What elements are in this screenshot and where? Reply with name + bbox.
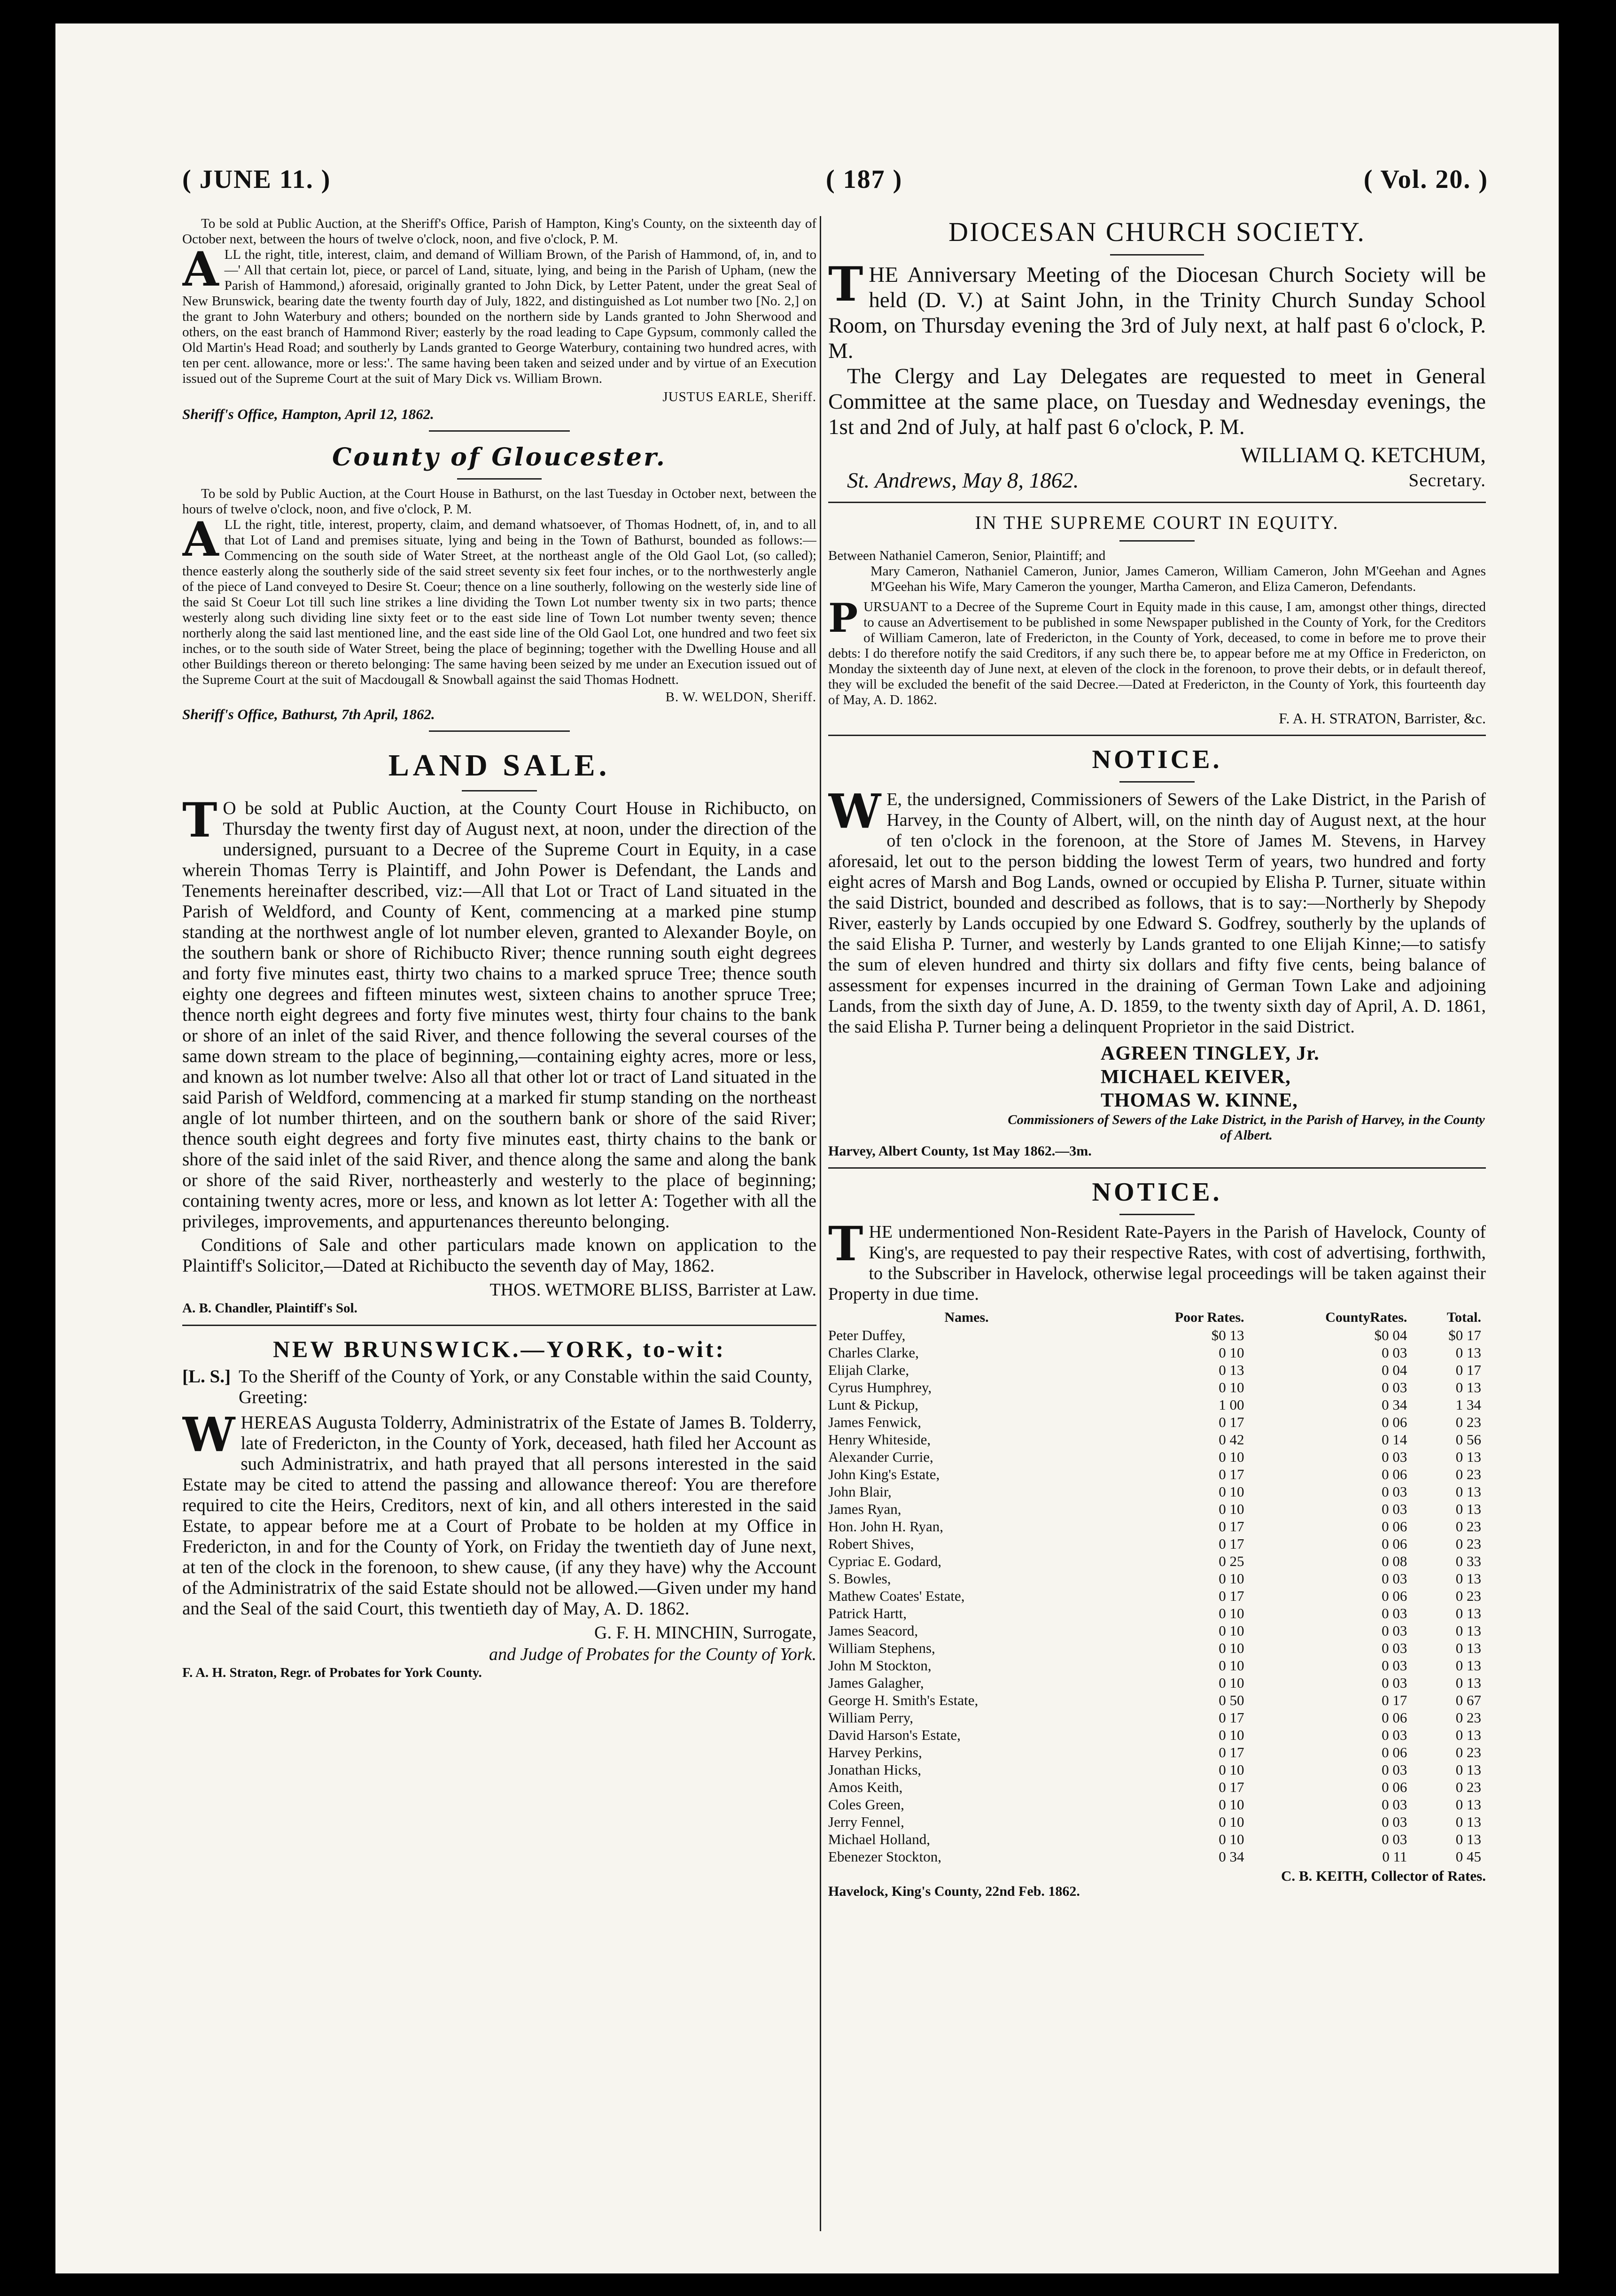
total-rate: 0 13	[1455, 1761, 1481, 1778]
drop-cap: T	[828, 256, 863, 312]
rates-notice-title: NOTICE.	[1092, 1178, 1222, 1207]
rate-payer-name: Elijah Clarke,	[828, 1362, 909, 1378]
rate-payer-name: Ebenezer Stockton,	[828, 1848, 942, 1865]
poor-rate: 0 25	[1219, 1553, 1244, 1569]
total-rate: 0 13	[1455, 1831, 1481, 1847]
equity-notice	[828, 512, 1486, 726]
total-rate: $0 17	[1448, 1327, 1481, 1343]
york-greeting	[182, 1366, 816, 1408]
table-row	[828, 1761, 1486, 1778]
table-row	[828, 1622, 1486, 1639]
poor-rate: 0 17	[1219, 1744, 1244, 1761]
diocesan-role: Secretary.	[1408, 470, 1486, 490]
county-rate: 0 14	[1382, 1431, 1407, 1448]
york-to: To the Sheriff of the County of York, or any Constable within the said County, Greeting:	[239, 1366, 813, 1407]
table-row	[828, 1344, 1486, 1361]
rate-payer-name: Hon. John H. Ryan,	[828, 1518, 944, 1535]
county-rate: 0 06	[1382, 1466, 1407, 1482]
hampton-sale-notice	[182, 216, 816, 424]
poor-rate: 0 10	[1219, 1344, 1244, 1361]
diocesan-place: St. Andrews, May 8, 1862.	[847, 468, 1079, 493]
poor-rate: 0 17	[1219, 1709, 1244, 1726]
hampton-intro: To be sold at Public Auction, at the Sheriff's Office, Parish of Hampton, King's County, on the sixteenth day of October next, between the hours of twelve o'clock, noon, and five o'clock, P. M.	[182, 216, 816, 247]
table-row	[828, 1535, 1486, 1552]
gloucester-office: Sheriff's Office, Bathurst, 7th April, 1862.	[182, 706, 435, 722]
divider	[828, 1167, 1486, 1169]
table-row	[828, 1744, 1486, 1761]
drop-cap: T	[828, 1216, 863, 1272]
rate-payer-name: Charles Clarke,	[828, 1344, 919, 1361]
total-rate: 0 13	[1455, 1727, 1481, 1743]
land-sale-conditions: Conditions of Sale and other particulars made known on application to the Plaintiff's Solicitor,—Dated at Richibucto the seventh day of May, 1862.	[182, 1235, 816, 1276]
drop-cap: A	[182, 241, 219, 297]
total-rate: 0 13	[1455, 1657, 1481, 1674]
table-row	[828, 1413, 1486, 1431]
total-rate: 0 23	[1455, 1518, 1481, 1535]
total-rate: 0 13	[1455, 1605, 1481, 1621]
poor-rate: 0 10	[1219, 1379, 1244, 1396]
divider	[462, 790, 537, 791]
sewers-notice	[828, 745, 1486, 1159]
land-sale-body: O be sold at Public Auction, at the County Court House in Richibucto, on Thursday the twenty first day of August next, at noon, under the direction of the undersigned, pursuant to a Decree of the Supreme Court in Equity, in a case wherein Thomas Terry is Plaintiff, and John Power is Defendant, the Lands and Tenements hereinafter described, viz:—All that Lot or Tract of Land situated in the Parish of Weldford, and County of Kent, commencing at a marked pine stump standing at the northwest angle of lot number eleven, granted to Alexander Boyle, on the southern bank or shore of Richibucto River; thence running south eight degrees and forty five minutes east, thirty two chains to a marked spruce Tree; thence south eighty one degrees and fifteen minutes west, sixteen chains to another spruce Tree; thence north eight degrees and forty five minutes west, thirty four chains to the bank or shore of an inlet of the said River, and thence following the several courses of the same down stream to the place of beginning,—containing eighty acres, more or less, and known as lot number twelve: Also all that other lot or tract of Land situated in the said Parish of Weldford, commencing at a marked fir stump standing on the northeast angle of lot number thirteen, and on the southern bank or shore of the said River; thence south eight degrees and forty five minutes east, thirty chains to the bank or shore of the said inlet of the said River, and thence along the same and along the bank or shore of the said River, northeasterly and westerly to the place of beginning; containing twenty acres, more or less, and known as lot letter A: Together with all the privileges, improvements, and appurtenances thereunto belonging.	[182, 798, 816, 1232]
rates-notice-body: HE undermentioned Non-Resident Rate-Payers in the Parish of Havelock, County of King's, are requested to pay their respective Rates, with cost of advertising, forthwith, to the Subscriber in Havelock, otherwise legal proceedings will be taken against their Property in due time.	[828, 1222, 1486, 1304]
column-rule	[820, 216, 821, 2231]
poor-rate: 0 17	[1219, 1414, 1244, 1430]
rate-payer-name: Amos Keith,	[828, 1779, 903, 1795]
york-probate-notice	[182, 1335, 816, 1681]
poor-rate: 0 10	[1219, 1657, 1244, 1674]
table-row	[828, 1778, 1486, 1796]
rate-payer-name: Mathew Coates' Estate,	[828, 1588, 965, 1604]
header-page-number: ( 187 )	[826, 165, 903, 194]
county-rate: 0 06	[1382, 1709, 1407, 1726]
hampton-signer: JUSTUS EARLE, Sheriff.	[662, 389, 816, 404]
col-county-rates: CountyRates.	[1325, 1310, 1407, 1325]
total-rate: 0 13	[1455, 1640, 1481, 1656]
poor-rate: 0 17	[1219, 1466, 1244, 1482]
divider	[429, 430, 570, 432]
total-rate: 0 23	[1455, 1744, 1481, 1761]
table-row	[828, 1726, 1486, 1744]
total-rate: 0 45	[1455, 1848, 1481, 1865]
commissioner-names	[828, 1042, 1486, 1112]
divider	[429, 730, 570, 732]
total-rate: 0 23	[1455, 1466, 1481, 1482]
equity-title: IN THE SUPREME COURT IN EQUITY.	[975, 512, 1339, 533]
table-row	[828, 1552, 1486, 1570]
total-rate: 0 13	[1455, 1622, 1481, 1639]
poor-rate: 0 10	[1219, 1831, 1244, 1847]
county-rate: 0 03	[1382, 1344, 1407, 1361]
county-rate: 0 03	[1382, 1605, 1407, 1621]
county-rate: 0 03	[1382, 1831, 1407, 1847]
total-rate: 0 13	[1455, 1379, 1481, 1396]
land-sale-signer: THOS. WETMORE BLISS, Barrister at Law.	[489, 1280, 816, 1300]
total-rate: 0 13	[1455, 1796, 1481, 1813]
total-rate: 0 23	[1455, 1588, 1481, 1604]
county-rate: 0 06	[1382, 1779, 1407, 1795]
poor-rate: 0 10	[1219, 1483, 1244, 1500]
table-row	[828, 1500, 1486, 1518]
diocesan-notice	[828, 216, 1486, 493]
york-signer-title: and Judge of Probates for the County of York.	[489, 1644, 816, 1664]
rates-table-body	[828, 1326, 1486, 1865]
total-rate: 0 33	[1455, 1553, 1481, 1569]
table-row	[828, 1709, 1486, 1726]
rate-payer-name: S. Bowles,	[828, 1570, 891, 1587]
divider	[1119, 781, 1195, 783]
sewers-notice-date: Harvey, Albert County, 1st May 1862.—3m.	[828, 1143, 1092, 1159]
rate-payer-name: James Seacord,	[828, 1622, 918, 1639]
drop-cap: P	[828, 595, 858, 641]
equity-parties: Mary Cameron, Nathaniel Cameron, Junior, James Cameron, William Cameron, John M'Geehan and Agnes M'Geehan his Wife, Mary Cameron the younger, Martha Cameron, and Eliza Cameron, Defendants.	[870, 564, 1486, 594]
county-rate: 0 06	[1382, 1588, 1407, 1604]
york-title: NEW BRUNSWICK.—YORK, to-wit:	[272, 1336, 726, 1362]
county-rate: 0 03	[1382, 1814, 1407, 1830]
poor-rate: 0 17	[1219, 1518, 1244, 1535]
county-rate: 0 03	[1382, 1761, 1407, 1778]
york-signer: G. F. H. MINCHIN, Surrogate,	[594, 1623, 816, 1643]
total-rate: 0 13	[1455, 1449, 1481, 1465]
diocesan-title: DIOCESAN CHURCH SOCIETY.	[948, 217, 1366, 247]
county-rate: 0 17	[1382, 1692, 1407, 1708]
land-sale-solicitor: A. B. Chandler, Plaintiff's Sol.	[182, 1301, 357, 1316]
total-rate: 0 56	[1455, 1431, 1481, 1448]
poor-rate: 0 10	[1219, 1727, 1244, 1743]
sewers-notice-title: NOTICE.	[1092, 745, 1222, 774]
total-rate: 0 13	[1455, 1344, 1481, 1361]
divider	[1119, 540, 1195, 542]
rate-payer-name: George H. Smith's Estate,	[828, 1692, 979, 1708]
rate-payer-name: John King's Estate,	[828, 1466, 940, 1482]
table-row	[828, 1674, 1486, 1691]
poor-rate: 0 13	[1219, 1362, 1244, 1378]
diocesan-p1: HE Anniversary Meeting of the Diocesan Church Society will be held (D. V.) at Saint John, in the Trinity Church Sunday School Room, on Thursday evening the 3rd of July next, at half past 6 o'clock, P. M.	[828, 263, 1486, 363]
table-row	[828, 1570, 1486, 1587]
table-row	[828, 1587, 1486, 1605]
rates-notice	[828, 1177, 1486, 1899]
rate-payer-name: Alexander Currie,	[828, 1449, 933, 1465]
rate-payer-name: John Blair,	[828, 1483, 892, 1500]
york-registrar: F. A. H. Straton, Regr. of Probates for York County.	[182, 1665, 482, 1680]
poor-rate: 0 10	[1219, 1605, 1244, 1621]
county-rate: 0 06	[1382, 1414, 1407, 1430]
county-rate: 0 03	[1382, 1379, 1407, 1396]
divider	[828, 735, 1486, 736]
diocesan-footer	[828, 468, 1486, 493]
divider	[457, 478, 542, 480]
table-row	[828, 1691, 1486, 1709]
seal-mark: [L. S.]	[182, 1366, 231, 1387]
rate-payer-name: James Galagher,	[828, 1675, 924, 1691]
table-row	[828, 1639, 1486, 1657]
county-rate: 0 03	[1382, 1640, 1407, 1656]
county-rate: 0 03	[1382, 1570, 1407, 1587]
drop-cap: A	[182, 512, 219, 567]
poor-rate: 0 10	[1219, 1814, 1244, 1830]
rates-table-header	[828, 1308, 1486, 1326]
gloucester-body: LL the right, title, interest, property, claim, and demand whatsoever, of Thomas Hodnett, of, in, and to all that Lot of Land and premises situate, lying and being in the Town of Bathurst, bounded as follows:—Commencing on the south side of Water Street, at the northeast angle of the Old Gaol Lot, (so called); thence easterly along the southerly side of the said street seventy six feet four inches, or to the northwesterly angle of the piece of Land conveyed to Desire St. Coeur; thence on a line southerly, following on the westerly side line of the said St Coeur Lot till such line strikes a line dividing the Town Lot number twenty six in two parts; thence westerly along such dividing line sixty feet or to the east side line of Town Lot number twenty seven; thence northerly along the said last mentioned line, and the east side line of the Old Gaol Lot, one hundred and two feet six inches, or to the south side of Water Street, being the place of beginning; together with the Dwelling House and all other Buildings thereon or thereto belonging: The same having been seized by me under an Execution issued out of the Supreme Court at the suit of Macdougall & Snowball against the said Thomas Hodnett.	[182, 517, 816, 687]
table-row	[828, 1483, 1486, 1500]
col-poor-rates: Poor Rates.	[1174, 1310, 1244, 1325]
county-rate: 0 03	[1382, 1449, 1407, 1465]
table-row	[828, 1605, 1486, 1622]
commissioner-name: THOMAS W. KINNE,	[1101, 1090, 1298, 1111]
poor-rate: 0 10	[1219, 1796, 1244, 1813]
poor-rate: 0 17	[1219, 1588, 1244, 1604]
hampton-office: Sheriff's Office, Hampton, April 12, 1862.	[182, 406, 434, 422]
newspaper-page	[55, 23, 1559, 2273]
table-row	[828, 1326, 1486, 1344]
county-rate: 0 03	[1382, 1501, 1407, 1517]
equity-signer: F. A. H. STRATON, Barrister, &c.	[1279, 710, 1486, 727]
total-rate: 1 34	[1455, 1396, 1481, 1413]
total-rate: 0 23	[1455, 1414, 1481, 1430]
diocesan-p2: The Clergy and Lay Delegates are requested to meet in General Committee at the same place, on Tuesday and Wednesday evenings, the 1st and 2nd of July, at half past 6 o'clock, P. M.	[828, 364, 1486, 439]
table-row	[828, 1657, 1486, 1674]
rates-notice-date: Havelock, King's County, 22nd Feb. 1862.	[828, 1884, 1080, 1899]
equity-body: URSUANT to a Decree of the Supreme Court in Equity made in this cause, I am, amongst other things, directed to cause an Advertisement to be published in some Newspaper published in the County of York, for the Creditors of William Cameron, late of Fredericton, in the County of York, deceased, to come in before me to prove their debts: I do therefore notify the said Creditors, if any such there be, to appear before me at my Office in Fredericton, on Monday the sixteenth day of June next, at eleven of the clock in the forenoon, to prove their debts, or in default thereof, they will be excluded the benefit of the said Decree.—Dated at Fredericton, in the County of York, this fourteenth day of May, A. D. 1862.	[828, 599, 1486, 707]
rate-payer-name: James Fenwick,	[828, 1414, 922, 1430]
diocesan-signer: WILLIAM Q. KETCHUM,	[1240, 443, 1486, 467]
divider	[182, 1325, 816, 1326]
gloucester-title: County of Gloucester.	[332, 443, 667, 472]
drop-cap: T	[182, 792, 218, 848]
rates-table	[828, 1308, 1486, 1865]
land-sale-title: LAND SALE.	[388, 748, 611, 783]
total-rate: 0 17	[1455, 1362, 1481, 1378]
rate-payer-name: Cypriac E. Godard,	[828, 1553, 942, 1569]
rate-payer-name: John M Stockton,	[828, 1657, 932, 1674]
county-rate: 0 08	[1382, 1553, 1407, 1569]
total-rate: 0 13	[1455, 1501, 1481, 1517]
rate-payer-name: Lunt & Pickup,	[828, 1396, 919, 1413]
table-row	[828, 1448, 1486, 1466]
table-row	[828, 1379, 1486, 1396]
header-date: ( JUNE 11. )	[182, 165, 331, 194]
county-rate: 0 34	[1382, 1396, 1407, 1413]
poor-rate: 0 17	[1219, 1536, 1244, 1552]
gloucester-signer: B. W. WELDON, Sheriff.	[665, 690, 816, 705]
county-rate: 0 03	[1382, 1483, 1407, 1500]
rate-payer-name: William Stephens,	[828, 1640, 935, 1656]
county-rate: 0 03	[1382, 1657, 1407, 1674]
rate-payer-name: William Perry,	[828, 1709, 913, 1726]
county-rate: 0 03	[1382, 1675, 1407, 1691]
commissioner-name: MICHAEL KEIVER,	[1101, 1066, 1291, 1088]
gloucester-sale-notice	[182, 443, 816, 724]
county-rate: 0 11	[1382, 1848, 1407, 1865]
table-row	[828, 1796, 1486, 1813]
hampton-body: LL the right, title, interest, claim, and demand of William Brown, of the Parish of Hammond, of, in, and to—' All that certain lot, piece, or parcel of Land, situate, lying, and being in the Parish of Upham, (new the Parish of Hammond,) aforesaid, originally granted to John Dick, by Letter Patent, under the great Seal of New Brunswick, bearing date the twenty fourth day of July, 1822, and distinguished as Lot number two [No. 2,] on the grant to John Waterbury and others; bounded on the northern side by Lands granted to John Sherwood and others, on the east branch of Hammond River; easterly by the road leading to Cape Gypsum, commonly called the Old Martin's Head Road; and southerly by Lands granted to George Waterbury, containing two hundred acres, with ten per cent. allowance, more or less:'. The same having been taken and seized under and by virtue of an Execution issued out of the Supreme Court at the suit of Mary Dick vs. William Brown.	[182, 247, 816, 386]
poor-rate: 0 10	[1219, 1640, 1244, 1656]
total-rate: 0 67	[1455, 1692, 1481, 1708]
equity-between: Between Nathaniel Cameron, Senior, Plaintiff; and	[828, 548, 1106, 563]
rate-payer-name: Michael Holland,	[828, 1831, 930, 1847]
county-rate: 0 03	[1382, 1727, 1407, 1743]
divider	[1119, 1214, 1195, 1215]
header-volume: ( Vol. 20. )	[1363, 165, 1488, 194]
rate-payer-name: Coles Green,	[828, 1796, 904, 1813]
collector-signer: C. B. KEITH, Collector of Rates.	[1281, 1868, 1486, 1884]
rate-payer-name: Peter Duffey,	[828, 1327, 906, 1343]
rate-payer-name: Cyrus Humphrey,	[828, 1379, 932, 1396]
county-rate: 0 04	[1382, 1362, 1407, 1378]
rate-payer-name: Patrick Hartt,	[828, 1605, 907, 1621]
table-row	[828, 1466, 1486, 1483]
table-row	[828, 1831, 1486, 1848]
commissioners-title: Commissioners of Sewers of the Lake District, in the Parish of Harvey, in the County of Albert.	[1008, 1112, 1485, 1143]
rate-payer-name: Henry Whiteside,	[828, 1431, 931, 1448]
sewers-notice-body: E, the undersigned, Commissioners of Sewers of the Lake District, in the Parish of Harvey, in the County of Albert, will, on the ninth day of August next, at the hour of ten o'clock in the forenoon, at the Store of James M. Stevens, in Harvey aforesaid, let out to the person bidding the lowest Term of years, two hundred and forty eight acres of Marsh and Bog Lands, owned or occupied by Elisha P. Turner, situate within the said District, bounded and described as follows, that is to say:—Northerly by Shepody River, easterly by Lands occupied by one Edward S. Godfrey, southerly by the uplands of the said Elisha P. Turner, and westerly by Lands granted to one Elijah Kinne;—to satisfy the sum of eleven hundred and thirty six dollars and fifty five cents, being balance of assessment for expenses incurred in the draining of German Town Lake and adjoining Lands, from the sixth day of June, A. D. 1859, to the twenty sixth day of April, A. D. 1861, the said Elisha P. Turner being a delinquent Proprietor in the said District.	[828, 790, 1486, 1037]
poor-rate: 0 10	[1219, 1761, 1244, 1778]
table-row	[828, 1361, 1486, 1379]
commissioner-name: AGREEN TINGLEY, Jr.	[1101, 1043, 1320, 1064]
rate-payer-name: Jerry Fennel,	[828, 1814, 904, 1830]
gloucester-intro: To be sold by Public Auction, at the Court House in Bathurst, on the last Tuesday in October next, between the hours of twelve o'clock, noon, and five o'clock, P. M.	[182, 486, 816, 517]
page-header	[182, 164, 1488, 202]
poor-rate: 1 00	[1219, 1396, 1244, 1413]
york-body: HEREAS Augusta Tolderry, Administratrix of the Estate of James B. Tolderry, late of Fredericton, in the County of York, deceased, hath filed her Account as such Administratrix, and hath prayed that all persons interested in the said Estate may be cited to attend the passing and allowance thereof: You are therefore required to cite the Heirs, Creditors, next of kin, and all others interested in the said Estate, to appear before me at a Court of Probate to be holden at my Office in Fredericton, in and for the County of York, on Friday the twentieth day of June next, at ten of the clock in the forenoon, to shew cause, (if any they have) why the Account of the Administratrix of the said Estate should not be allowed.—Given under my hand and the Seal of the said Court, this twentieth day of May, A. D. 1862.	[182, 1412, 816, 1619]
poor-rate: 0 10	[1219, 1622, 1244, 1639]
county-rate: 0 06	[1382, 1536, 1407, 1552]
table-row	[828, 1518, 1486, 1535]
poor-rate: 0 10	[1219, 1675, 1244, 1691]
poor-rate: $0 13	[1211, 1327, 1244, 1343]
poor-rate: 0 10	[1219, 1570, 1244, 1587]
total-rate: 0 13	[1455, 1483, 1481, 1500]
table-row	[828, 1431, 1486, 1448]
rate-payer-name: Robert Shives,	[828, 1536, 914, 1552]
col-names: Names.	[944, 1310, 989, 1325]
table-row	[828, 1813, 1486, 1831]
drop-cap: W	[182, 1407, 235, 1462]
total-rate: 0 13	[1455, 1814, 1481, 1830]
rate-payer-name: James Ryan,	[828, 1501, 901, 1517]
total-rate: 0 23	[1455, 1779, 1481, 1795]
poor-rate: 0 50	[1219, 1692, 1244, 1708]
poor-rate: 0 10	[1219, 1501, 1244, 1517]
poor-rate: 0 42	[1219, 1431, 1244, 1448]
total-rate: 0 23	[1455, 1709, 1481, 1726]
total-rate: 0 13	[1455, 1570, 1481, 1587]
total-rate: 0 23	[1455, 1536, 1481, 1552]
table-row	[828, 1848, 1486, 1865]
poor-rate: 0 10	[1219, 1449, 1244, 1465]
county-rate: 0 06	[1382, 1518, 1407, 1535]
right-column	[828, 216, 1486, 2245]
drop-cap: W	[828, 783, 881, 839]
divider	[828, 502, 1486, 503]
county-rate: $0 04	[1374, 1327, 1407, 1343]
divider	[1110, 254, 1204, 256]
left-column	[182, 216, 816, 2245]
rate-payer-name: Jonathan Hicks,	[828, 1761, 922, 1778]
col-total: Total.	[1446, 1310, 1481, 1325]
poor-rate: 0 17	[1219, 1779, 1244, 1795]
total-rate: 0 13	[1455, 1675, 1481, 1691]
county-rate: 0 06	[1382, 1744, 1407, 1761]
county-rate: 0 03	[1382, 1796, 1407, 1813]
rate-payer-name: David Harson's Estate,	[828, 1727, 961, 1743]
land-sale-notice	[182, 748, 816, 1316]
poor-rate: 0 34	[1219, 1848, 1244, 1865]
table-row	[828, 1396, 1486, 1413]
county-rate: 0 03	[1382, 1622, 1407, 1639]
rate-payer-name: Harvey Perkins,	[828, 1744, 922, 1761]
